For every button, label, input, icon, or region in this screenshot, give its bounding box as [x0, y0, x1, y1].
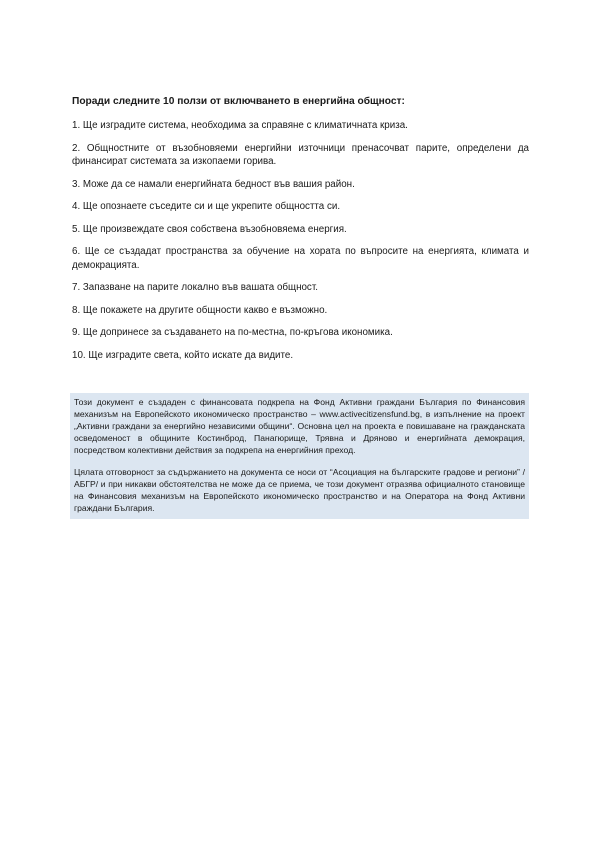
funding-disclaimer-box — [70, 393, 529, 519]
benefit-item-8: 8. Ще покажете на другите общности какво е възможно. — [72, 304, 328, 316]
benefit-item-3: 3. Може да се намали енергийната бедност във вашия район. — [72, 178, 355, 190]
benefits-heading: Поради следните 10 ползи от включването в енергийна общност: — [72, 96, 405, 107]
benefit-item-9: 9. Ще допринесе за създаването на по-местна, по-кръгова икономика. — [72, 327, 393, 338]
benefit-item-4: 4. Ще опознаете съседите си и ще укрепите общността си. — [72, 201, 341, 212]
benefit-item-6: 6. Ще се създадат пространства за обучение на хората по въпросите на енергията, климата и демокрацията. — [72, 246, 529, 271]
benefit-item-10: 10. Ще изградите света, който искате да видите. — [72, 349, 294, 361]
benefit-item-7: 7. Запазване на парите локално във вашата общност. — [72, 282, 318, 293]
benefit-item-1: 1. Ще изградите система, необходима за справяне с климатичната криза. — [72, 120, 408, 131]
responsibility-disclaimer-paragraph: Цялата отговорност за съдържанието на документа се носи от “Асоциация на българските градове и региони” /АБГР/ и при никакви обстоятелства не може да се приема, че този документ отразява официалното становище на Финансовия механизъм на Европейското икономическо пространство и на Оператора на Фонд Активни граждани България. — [74, 467, 525, 513]
benefits-section — [72, 95, 529, 371]
funding-notice-paragraph: Този документ е създаден с финансовата подкрепа на Фонд Активни граждани България по Финансовия механизъм на Европейското икономическо пространство – www.activecitizensfund.bg, в изпълнение на проект „Активни граждани за енергийно независими общини“. Основна цел на проекта е повишаване на гражданската осведоменост в общините Костинброд, Панагюрище, Трявна и Дряново и енергийната демокрация, посредством колективни действия за подкрепа на енергийния преход. — [74, 397, 525, 455]
benefit-item-5: 5. Ще произвеждате своя собствена възобновяема енергия. — [72, 223, 347, 235]
benefit-item-2: 2. Общностните от възобновяеми енергийни източници пренасочват парите, определени да финансират системата за изкопаеми горива. — [72, 142, 529, 167]
